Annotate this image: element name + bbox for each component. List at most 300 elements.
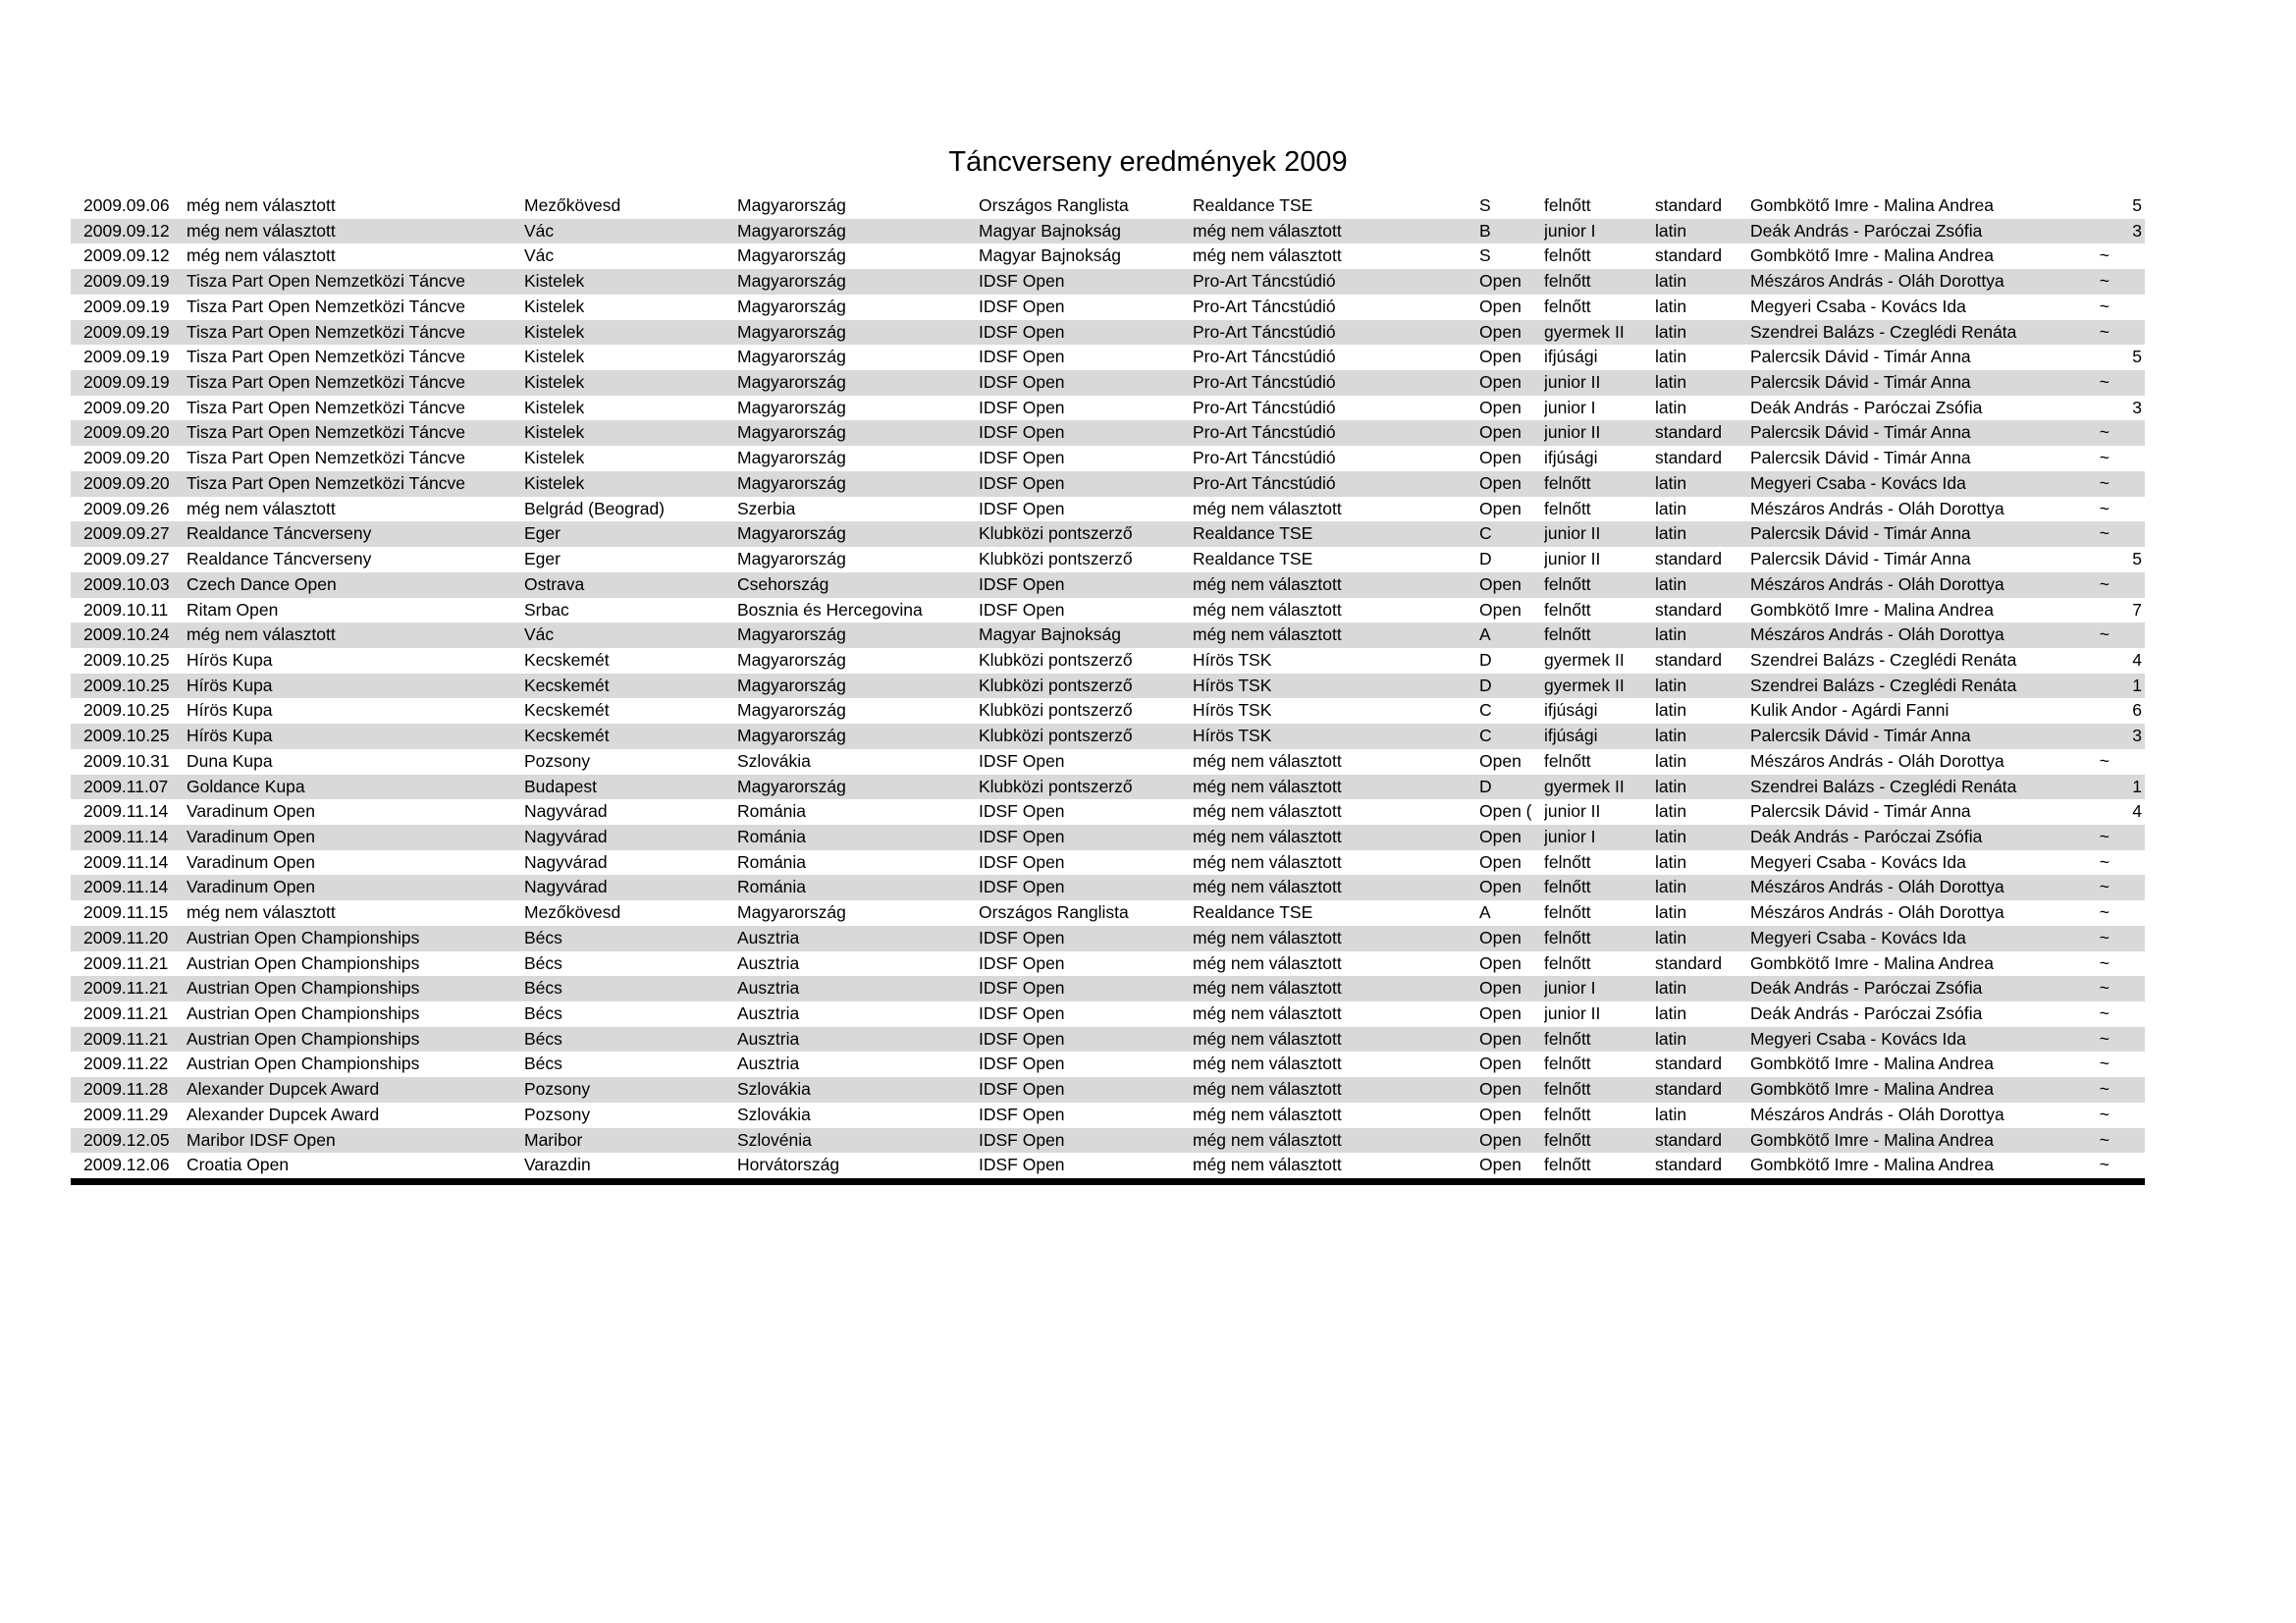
- cell-age-group: junior II: [1544, 422, 1601, 443]
- cell-couple: Palercsik Dávid - Timár Anna: [1750, 726, 1971, 746]
- cell-country: Magyarország: [737, 422, 846, 443]
- table-row: [71, 1052, 2145, 1077]
- cell-class: D: [1479, 549, 1492, 569]
- cell-event: Austrian Open Championships: [187, 1028, 420, 1049]
- cell-competition-type: Klubközi pontszerző: [979, 776, 1133, 796]
- cell-style: latin: [1655, 801, 1687, 822]
- cell-club: még nem választott: [1193, 1079, 1342, 1100]
- cell-club: még nem választott: [1193, 1054, 1342, 1074]
- cell-result: ~: [2099, 826, 2109, 846]
- cell-age-group: felnőtt: [1544, 1028, 1591, 1049]
- cell-class: Open: [1479, 448, 1522, 468]
- cell-date: 2009.11.21: [83, 1028, 169, 1049]
- cell-date: 2009.12.05: [83, 1129, 170, 1150]
- cell-class: B: [1479, 220, 1491, 241]
- cell-competition-type: IDSF Open: [979, 347, 1065, 367]
- cell-club: még nem választott: [1193, 245, 1342, 266]
- table-row: [71, 976, 2145, 1001]
- table-row: [71, 724, 2145, 749]
- cell-date: 2009.09.27: [83, 523, 170, 544]
- cell-city: Eger: [524, 549, 561, 569]
- cell-couple: Szendrei Balázs - Czeglédi Renáta: [1750, 649, 2017, 670]
- table-row: [71, 926, 2145, 951]
- table-row: [71, 446, 2145, 471]
- cell-club: Pro-Art Táncstúdió: [1193, 472, 1336, 493]
- cell-club: Pro-Art Táncstúdió: [1193, 321, 1336, 342]
- cell-event: Austrian Open Championships: [187, 1054, 420, 1074]
- cell-couple: Szendrei Balázs - Czeglédi Renáta: [1750, 776, 2017, 796]
- cell-country: Magyarország: [737, 624, 846, 645]
- cell-country: Románia: [737, 877, 807, 897]
- cell-competition-type: IDSF Open: [979, 1155, 1065, 1175]
- cell-country: Magyarország: [737, 649, 846, 670]
- cell-style: latin: [1655, 750, 1687, 771]
- table-row: [71, 547, 2145, 572]
- cell-result: 3: [2132, 397, 2142, 417]
- cell-style: standard: [1655, 245, 1723, 266]
- cell-city: Kecskemét: [524, 649, 610, 670]
- cell-couple: Szendrei Balázs - Czeglédi Renáta: [1750, 321, 2017, 342]
- cell-city: Srbac: [524, 599, 569, 620]
- cell-result: ~: [2099, 902, 2109, 923]
- cell-class: Open: [1479, 422, 1522, 443]
- cell-style: standard: [1655, 1129, 1723, 1150]
- cell-couple: Palercsik Dávid - Timár Anna: [1750, 801, 1971, 822]
- cell-competition-type: IDSF Open: [979, 1054, 1065, 1074]
- cell-style: latin: [1655, 851, 1687, 872]
- cell-age-group: junior II: [1544, 549, 1601, 569]
- cell-date: 2009.11.28: [83, 1079, 169, 1100]
- cell-result: 5: [2132, 195, 2142, 215]
- cell-country: Magyarország: [737, 549, 846, 569]
- cell-result: ~: [2099, 624, 2109, 645]
- cell-date: 2009.09.26: [83, 498, 170, 518]
- cell-result: ~: [2099, 978, 2109, 999]
- cell-result: ~: [2099, 321, 2109, 342]
- cell-couple: Megyeri Csaba - Kovács Ida: [1750, 851, 1966, 872]
- cell-class: Open: [1479, 498, 1522, 518]
- cell-result: ~: [2099, 1104, 2109, 1124]
- cell-competition-type: IDSF Open: [979, 321, 1065, 342]
- cell-city: Vác: [524, 220, 555, 241]
- cell-club: még nem választott: [1193, 1003, 1342, 1023]
- cell-competition-type: IDSF Open: [979, 851, 1065, 872]
- cell-class: S: [1479, 195, 1491, 215]
- cell-city: Nagyvárad: [524, 801, 608, 822]
- cell-date: 2009.11.29: [83, 1104, 169, 1124]
- cell-age-group: ifjúsági: [1544, 700, 1598, 721]
- cell-city: Kistelek: [524, 422, 585, 443]
- cell-event: Varadinum Open: [187, 877, 316, 897]
- cell-couple: Gombkötő Imre - Malina Andrea: [1750, 599, 1995, 620]
- cell-club: Hírös TSK: [1193, 726, 1272, 746]
- cell-class: Open: [1479, 599, 1522, 620]
- cell-age-group: felnőtt: [1544, 902, 1591, 923]
- cell-class: Open: [1479, 952, 1522, 973]
- cell-result: 6: [2132, 700, 2142, 721]
- cell-club: még nem választott: [1193, 624, 1342, 645]
- cell-age-group: felnőtt: [1544, 245, 1591, 266]
- cell-event: Varadinum Open: [187, 826, 316, 846]
- cell-city: Pozsony: [524, 750, 591, 771]
- cell-style: standard: [1655, 1054, 1723, 1074]
- cell-club: még nem választott: [1193, 927, 1342, 947]
- cell-result: ~: [2099, 1054, 2109, 1074]
- cell-style: standard: [1655, 1155, 1723, 1175]
- cell-style: latin: [1655, 321, 1687, 342]
- cell-age-group: felnőtt: [1544, 851, 1591, 872]
- cell-club: Realdance TSE: [1193, 902, 1313, 923]
- cell-city: Pozsony: [524, 1104, 591, 1124]
- cell-date: 2009.09.06: [83, 195, 170, 215]
- cell-result: 3: [2132, 220, 2142, 241]
- table-row: [71, 875, 2145, 900]
- cell-country: Magyarország: [737, 776, 846, 796]
- cell-date: 2009.12.06: [83, 1155, 170, 1175]
- table-row: [71, 622, 2145, 648]
- cell-city: Kistelek: [524, 296, 585, 316]
- cell-class: Open: [1479, 1054, 1522, 1074]
- cell-city: Budapest: [524, 776, 597, 796]
- cell-club: Hírös TSK: [1193, 675, 1272, 695]
- cell-class: Open: [1479, 978, 1522, 999]
- cell-date: 2009.09.19: [83, 271, 170, 292]
- cell-competition-type: IDSF Open: [979, 296, 1065, 316]
- table-row: [71, 420, 2145, 446]
- cell-result: ~: [2099, 573, 2109, 594]
- cell-club: Realdance TSE: [1193, 523, 1313, 544]
- cell-city: Bécs: [524, 1028, 562, 1049]
- cell-class: D: [1479, 776, 1492, 796]
- cell-city: Eger: [524, 523, 561, 544]
- cell-date: 2009.09.12: [83, 220, 170, 241]
- cell-couple: Deák András - Paróczai Zsófia: [1750, 826, 1983, 846]
- cell-age-group: felnőtt: [1544, 952, 1591, 973]
- cell-event: Hírös Kupa: [187, 675, 273, 695]
- cell-country: Magyarország: [737, 296, 846, 316]
- cell-couple: Palercsik Dávid - Timár Anna: [1750, 422, 1971, 443]
- cell-couple: Megyeri Csaba - Kovács Ida: [1750, 1028, 1966, 1049]
- cell-couple: Mészáros András - Oláh Dorottya: [1750, 573, 2004, 594]
- cell-couple: Gombkötő Imre - Malina Andrea: [1750, 1079, 1995, 1100]
- cell-date: 2009.11.14: [83, 877, 169, 897]
- cell-style: latin: [1655, 1003, 1687, 1023]
- cell-result: ~: [2099, 1079, 2109, 1100]
- cell-club: még nem választott: [1193, 498, 1342, 518]
- cell-couple: Palercsik Dávid - Timár Anna: [1750, 448, 1971, 468]
- cell-event: Austrian Open Championships: [187, 927, 420, 947]
- cell-result: ~: [2099, 952, 2109, 973]
- cell-city: Belgrád (Beograd): [524, 498, 665, 518]
- cell-class: C: [1479, 700, 1492, 721]
- cell-age-group: felnőtt: [1544, 1155, 1591, 1175]
- cell-club: Hírös TSK: [1193, 700, 1272, 721]
- cell-city: Varazdin: [524, 1155, 591, 1175]
- cell-club: még nem választott: [1193, 826, 1342, 846]
- cell-age-group: felnőtt: [1544, 624, 1591, 645]
- cell-date: 2009.11.14: [83, 826, 169, 846]
- cell-couple: Deák András - Paróczai Zsófia: [1750, 220, 1983, 241]
- cell-couple: Gombkötő Imre - Malina Andrea: [1750, 1129, 1995, 1150]
- cell-country: Ausztria: [737, 1028, 800, 1049]
- cell-result: 1: [2132, 675, 2142, 695]
- cell-country: Magyarország: [737, 523, 846, 544]
- cell-class: Open: [1479, 347, 1522, 367]
- cell-event: Realdance Táncverseny: [187, 549, 372, 569]
- table-row: [71, 674, 2145, 699]
- cell-city: Nagyvárad: [524, 826, 608, 846]
- cell-style: latin: [1655, 372, 1687, 393]
- cell-club: Hírös TSK: [1193, 649, 1272, 670]
- cell-result: ~: [2099, 523, 2109, 544]
- cell-city: Kistelek: [524, 271, 585, 292]
- cell-city: Vác: [524, 624, 555, 645]
- cell-style: latin: [1655, 902, 1687, 923]
- table-row: [71, 749, 2145, 775]
- cell-age-group: gyermek II: [1544, 649, 1625, 670]
- cell-couple: Megyeri Csaba - Kovács Ida: [1750, 296, 1966, 316]
- cell-country: Magyarország: [737, 372, 846, 393]
- cell-club: még nem választott: [1193, 1028, 1342, 1049]
- cell-age-group: felnőtt: [1544, 1104, 1591, 1124]
- table-row: [71, 471, 2145, 497]
- cell-style: standard: [1655, 422, 1723, 443]
- cell-club: Pro-Art Táncstúdió: [1193, 422, 1336, 443]
- cell-age-group: felnőtt: [1544, 927, 1591, 947]
- cell-couple: Mészáros András - Oláh Dorottya: [1750, 498, 2004, 518]
- cell-couple: Deák András - Paróczai Zsófia: [1750, 978, 1983, 999]
- cell-result: 5: [2132, 549, 2142, 569]
- cell-class: Open: [1479, 1155, 1522, 1175]
- cell-style: standard: [1655, 649, 1723, 670]
- cell-age-group: gyermek II: [1544, 321, 1625, 342]
- cell-club: még nem választott: [1193, 220, 1342, 241]
- cell-style: latin: [1655, 472, 1687, 493]
- cell-age-group: ifjúsági: [1544, 448, 1598, 468]
- cell-date: 2009.09.20: [83, 397, 170, 417]
- cell-couple: Mészáros András - Oláh Dorottya: [1750, 750, 2004, 771]
- cell-competition-type: IDSF Open: [979, 750, 1065, 771]
- cell-style: latin: [1655, 826, 1687, 846]
- cell-class: C: [1479, 726, 1492, 746]
- cell-couple: Gombkötő Imre - Malina Andrea: [1750, 195, 1995, 215]
- cell-event: Varadinum Open: [187, 801, 316, 822]
- cell-date: 2009.10.25: [83, 649, 170, 670]
- cell-club: még nem választott: [1193, 851, 1342, 872]
- cell-date: 2009.11.07: [83, 776, 169, 796]
- cell-country: Magyarország: [737, 271, 846, 292]
- cell-age-group: junior II: [1544, 1003, 1601, 1023]
- cell-competition-type: Magyar Bajnokság: [979, 624, 1121, 645]
- cell-style: standard: [1655, 1079, 1723, 1100]
- cell-event: Tisza Part Open Nemzetközi Táncve: [187, 448, 465, 468]
- cell-competition-type: IDSF Open: [979, 1028, 1065, 1049]
- table-row: [71, 1103, 2145, 1128]
- table-row: [71, 648, 2145, 674]
- cell-class: Open: [1479, 750, 1522, 771]
- cell-event: Alexander Dupcek Award: [187, 1079, 380, 1100]
- cell-result: ~: [2099, 296, 2109, 316]
- cell-competition-type: IDSF Open: [979, 498, 1065, 518]
- cell-club: Pro-Art Táncstúdió: [1193, 296, 1336, 316]
- cell-event: Austrian Open Championships: [187, 1003, 420, 1023]
- cell-competition-type: IDSF Open: [979, 372, 1065, 393]
- cell-competition-type: IDSF Open: [979, 877, 1065, 897]
- cell-competition-type: Magyar Bajnokság: [979, 245, 1121, 266]
- cell-couple: Megyeri Csaba - Kovács Ida: [1750, 472, 1966, 493]
- cell-competition-type: IDSF Open: [979, 271, 1065, 292]
- cell-country: Magyarország: [737, 195, 846, 215]
- cell-competition-type: IDSF Open: [979, 599, 1065, 620]
- cell-country: Szlovákia: [737, 750, 811, 771]
- cell-couple: Gombkötő Imre - Malina Andrea: [1750, 952, 1995, 973]
- cell-style: standard: [1655, 599, 1723, 620]
- cell-age-group: gyermek II: [1544, 675, 1625, 695]
- cell-competition-type: Klubközi pontszerző: [979, 649, 1133, 670]
- cell-class: Open: [1479, 927, 1522, 947]
- table-row: [71, 1128, 2145, 1154]
- cell-style: latin: [1655, 624, 1687, 645]
- cell-result: 7: [2132, 599, 2142, 620]
- cell-class: S: [1479, 245, 1491, 266]
- cell-city: Nagyvárad: [524, 851, 608, 872]
- cell-class: A: [1479, 624, 1491, 645]
- table-row: [71, 1001, 2145, 1027]
- cell-country: Ausztria: [737, 1003, 800, 1023]
- cell-city: Kecskemét: [524, 726, 610, 746]
- cell-city: Kistelek: [524, 321, 585, 342]
- cell-competition-type: IDSF Open: [979, 1003, 1065, 1023]
- cell-class: Open: [1479, 1003, 1522, 1023]
- cell-city: Bécs: [524, 1054, 562, 1074]
- cell-city: Bécs: [524, 952, 562, 973]
- cell-country: Szlovákia: [737, 1104, 811, 1124]
- cell-style: latin: [1655, 523, 1687, 544]
- cell-age-group: junior I: [1544, 220, 1596, 241]
- cell-date: 2009.10.25: [83, 675, 170, 695]
- cell-age-group: felnőtt: [1544, 498, 1591, 518]
- cell-class: D: [1479, 675, 1492, 695]
- cell-date: 2009.10.24: [83, 624, 170, 645]
- cell-city: Vác: [524, 245, 555, 266]
- cell-date: 2009.10.25: [83, 726, 170, 746]
- cell-class: Open: [1479, 372, 1522, 393]
- cell-city: Kistelek: [524, 448, 585, 468]
- cell-event: még nem választott: [187, 245, 336, 266]
- cell-date: 2009.11.14: [83, 801, 169, 822]
- cell-style: latin: [1655, 397, 1687, 417]
- cell-city: Bécs: [524, 978, 562, 999]
- cell-club: Pro-Art Táncstúdió: [1193, 271, 1336, 292]
- cell-age-group: felnőtt: [1544, 1129, 1591, 1150]
- cell-city: Pozsony: [524, 1079, 591, 1100]
- cell-couple: Mészáros András - Oláh Dorottya: [1750, 902, 2004, 923]
- table-row: [71, 900, 2145, 926]
- cell-result: ~: [2099, 750, 2109, 771]
- cell-result: 1: [2132, 776, 2142, 796]
- cell-event: Austrian Open Championships: [187, 952, 420, 973]
- cell-event: Czech Dance Open: [187, 573, 337, 594]
- cell-country: Magyarország: [737, 321, 846, 342]
- cell-competition-type: Klubközi pontszerző: [979, 549, 1133, 569]
- cell-club: még nem választott: [1193, 750, 1342, 771]
- cell-couple: Gombkötő Imre - Malina Andrea: [1750, 245, 1995, 266]
- cell-result: ~: [2099, 372, 2109, 393]
- cell-class: Open: [1479, 1028, 1522, 1049]
- cell-country: Magyarország: [737, 397, 846, 417]
- table-row: [71, 243, 2145, 269]
- cell-age-group: junior I: [1544, 978, 1596, 999]
- cell-couple: Szendrei Balázs - Czeglédi Renáta: [1750, 675, 2017, 695]
- cell-country: Horvátország: [737, 1155, 840, 1175]
- cell-date: 2009.11.20: [83, 927, 169, 947]
- cell-date: 2009.11.22: [83, 1054, 169, 1074]
- cell-date: 2009.11.15: [83, 902, 169, 923]
- cell-competition-type: IDSF Open: [979, 422, 1065, 443]
- table-row: [71, 497, 2145, 522]
- cell-event: Tisza Part Open Nemzetközi Táncve: [187, 397, 465, 417]
- cell-event: Tisza Part Open Nemzetközi Táncve: [187, 321, 465, 342]
- cell-country: Magyarország: [737, 448, 846, 468]
- cell-date: 2009.10.11: [83, 599, 169, 620]
- cell-club: még nem választott: [1193, 776, 1342, 796]
- cell-event: Tisza Part Open Nemzetközi Táncve: [187, 296, 465, 316]
- table-row: [71, 572, 2145, 598]
- cell-couple: Mészáros András - Oláh Dorottya: [1750, 271, 2004, 292]
- cell-country: Magyarország: [737, 726, 846, 746]
- cell-event: Hírös Kupa: [187, 726, 273, 746]
- cell-result: ~: [2099, 1003, 2109, 1023]
- cell-country: Románia: [737, 851, 807, 872]
- cell-age-group: felnőtt: [1544, 877, 1591, 897]
- cell-result: 5: [2132, 347, 2142, 367]
- cell-event: Hírös Kupa: [187, 700, 273, 721]
- cell-event: Ritam Open: [187, 599, 279, 620]
- cell-date: 2009.11.21: [83, 1003, 169, 1023]
- cell-date: 2009.09.19: [83, 296, 170, 316]
- cell-style: latin: [1655, 296, 1687, 316]
- cell-country: Magyarország: [737, 700, 846, 721]
- cell-event: még nem választott: [187, 624, 336, 645]
- cell-date: 2009.09.12: [83, 245, 170, 266]
- cell-event: Goldance Kupa: [187, 776, 305, 796]
- cell-competition-type: Klubközi pontszerző: [979, 523, 1133, 544]
- cell-date: 2009.11.14: [83, 851, 169, 872]
- cell-age-group: junior I: [1544, 397, 1596, 417]
- cell-age-group: junior II: [1544, 372, 1601, 393]
- cell-country: Magyarország: [737, 902, 846, 923]
- cell-country: Magyarország: [737, 675, 846, 695]
- cell-club: Pro-Art Táncstúdió: [1193, 397, 1336, 417]
- cell-style: latin: [1655, 978, 1687, 999]
- cell-date: 2009.09.20: [83, 448, 170, 468]
- cell-country: Ausztria: [737, 1054, 800, 1074]
- cell-club: Realdance TSE: [1193, 549, 1313, 569]
- cell-style: latin: [1655, 927, 1687, 947]
- cell-result: ~: [2099, 851, 2109, 872]
- cell-class: Open: [1479, 1129, 1522, 1150]
- cell-style: latin: [1655, 877, 1687, 897]
- cell-age-group: junior I: [1544, 826, 1596, 846]
- cell-date: 2009.09.20: [83, 472, 170, 493]
- cell-event: Tisza Part Open Nemzetközi Táncve: [187, 271, 465, 292]
- cell-couple: Deák András - Paróczai Zsófia: [1750, 397, 1983, 417]
- cell-couple: Palercsik Dávid - Timár Anna: [1750, 347, 1971, 367]
- cell-city: Kecskemét: [524, 675, 610, 695]
- cell-style: standard: [1655, 195, 1723, 215]
- table-row: [71, 370, 2145, 396]
- cell-style: latin: [1655, 675, 1687, 695]
